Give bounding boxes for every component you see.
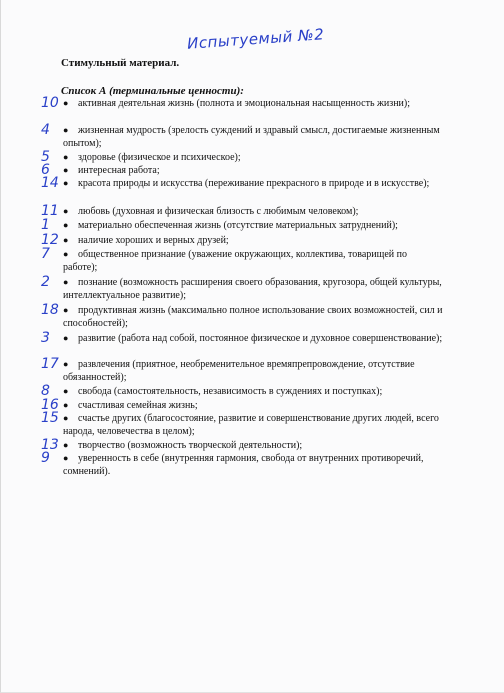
item-text: жизненная мудрость (зрелость суждений и здравый смысл, достигаемые жизненным опытом); xyxy=(63,125,440,149)
rank-mark: 3 xyxy=(41,330,50,346)
rank-mark: 16 xyxy=(41,397,59,413)
item-text: свобода (самостоятельность, независимость в суждениях и поступках); xyxy=(78,386,383,397)
bullet-icon: ● xyxy=(63,165,69,175)
rank-mark: 8 xyxy=(41,383,50,399)
rank-mark: 5 xyxy=(41,149,50,165)
list-item xyxy=(63,124,443,150)
item-text: красота природы и искусства (переживание прекрасного в природе и в искусстве); xyxy=(78,178,430,189)
item-text: развитие (работа над собой, постоянное физическое и духовное совершенствование); xyxy=(78,333,443,344)
list-item xyxy=(63,164,443,177)
bullet-icon: ● xyxy=(63,152,69,162)
list-item xyxy=(63,385,443,398)
bullet-icon: ● xyxy=(63,386,69,396)
item-text: интересная работа; xyxy=(78,165,160,176)
list-item xyxy=(63,205,443,218)
list-item xyxy=(63,332,443,345)
list-item xyxy=(63,439,443,452)
item-text: любовь (духовная и физическая близость с любимым человеком); xyxy=(78,206,359,217)
bullet-icon: ● xyxy=(63,413,69,423)
rank-mark: 15 xyxy=(41,410,59,426)
rank-mark: 10 xyxy=(41,95,59,111)
bullet-icon: ● xyxy=(63,453,69,463)
rank-mark: 13 xyxy=(41,437,59,453)
heading: Стимульный материал. xyxy=(61,57,180,69)
item-text: продуктивная жизнь (максимально полное использование своих возможностей, сил и способностей); xyxy=(63,305,443,329)
rank-mark: 9 xyxy=(41,450,50,466)
item-text: здоровье (физическое и психическое); xyxy=(78,152,241,163)
item-text: счастье других (благосостояние, развитие и совершенствование других людей, всего народа, человечества в целом); xyxy=(63,413,439,437)
item-text: познание (возможность расширения своего образования, кругозора, общей культуры, интеллектуальное развитие); xyxy=(63,277,442,301)
bullet-icon: ● xyxy=(63,220,69,230)
rank-mark: 12 xyxy=(41,232,59,248)
list-item xyxy=(63,399,443,412)
rank-mark: 18 xyxy=(41,302,59,318)
item-text: уверенность в себе (внутренняя гармония, свобода от внутренних противоречий, сомнений). xyxy=(63,453,424,477)
rank-mark: 14 xyxy=(41,175,59,191)
rank-mark: 7 xyxy=(41,246,50,262)
item-text: общественное признание (уважение окружающих, коллектива, товарищей по работе); xyxy=(63,249,407,273)
value-list xyxy=(1,0,504,693)
item-text: счастливая семейная жизнь; xyxy=(78,400,198,411)
list-title: Список А (терминальные ценности): xyxy=(61,85,244,97)
rank-mark: 4 xyxy=(41,122,50,138)
list-item xyxy=(63,97,443,110)
bullet-icon: ● xyxy=(63,305,69,315)
list-item xyxy=(63,276,443,302)
bullet-icon: ● xyxy=(63,400,69,410)
bullet-icon: ● xyxy=(63,235,69,245)
bullet-icon: ● xyxy=(63,359,69,369)
list-item xyxy=(63,412,443,438)
list-item xyxy=(63,248,443,274)
rank-mark: 17 xyxy=(41,356,59,372)
bullet-icon: ● xyxy=(63,440,69,450)
item-text: развлечения (приятное, необременительное времяпрепровождение, отсутствие обязанностей); xyxy=(63,359,415,383)
item-text: материально обеспеченная жизнь (отсутствие материальных затруднений); xyxy=(78,220,398,231)
bullet-icon: ● xyxy=(63,277,69,287)
bullet-icon: ● xyxy=(63,178,69,188)
bullet-icon: ● xyxy=(63,125,69,135)
rank-mark: 1 xyxy=(41,217,50,233)
rank-mark: 6 xyxy=(41,162,50,178)
list-item xyxy=(63,151,443,164)
handwritten-title: Испытуемый №2 xyxy=(186,25,325,53)
bullet-icon: ● xyxy=(63,333,69,343)
list-item xyxy=(63,177,443,190)
item-text: активная деятельная жизнь (полнота и эмоциональная насыщенность жизни); xyxy=(78,98,411,109)
rank-mark: 11 xyxy=(41,203,59,219)
list-item xyxy=(63,358,443,384)
list-item xyxy=(63,234,443,247)
list-item xyxy=(63,304,443,330)
bullet-icon: ● xyxy=(63,98,69,108)
rank-mark: 2 xyxy=(41,274,50,290)
list-item xyxy=(63,219,443,232)
bullet-icon: ● xyxy=(63,206,69,216)
item-text: творчество (возможность творческой деятельности); xyxy=(78,440,303,451)
item-text: наличие хороших и верных друзей; xyxy=(78,235,229,246)
list-item xyxy=(63,452,443,478)
bullet-icon: ● xyxy=(63,249,69,259)
